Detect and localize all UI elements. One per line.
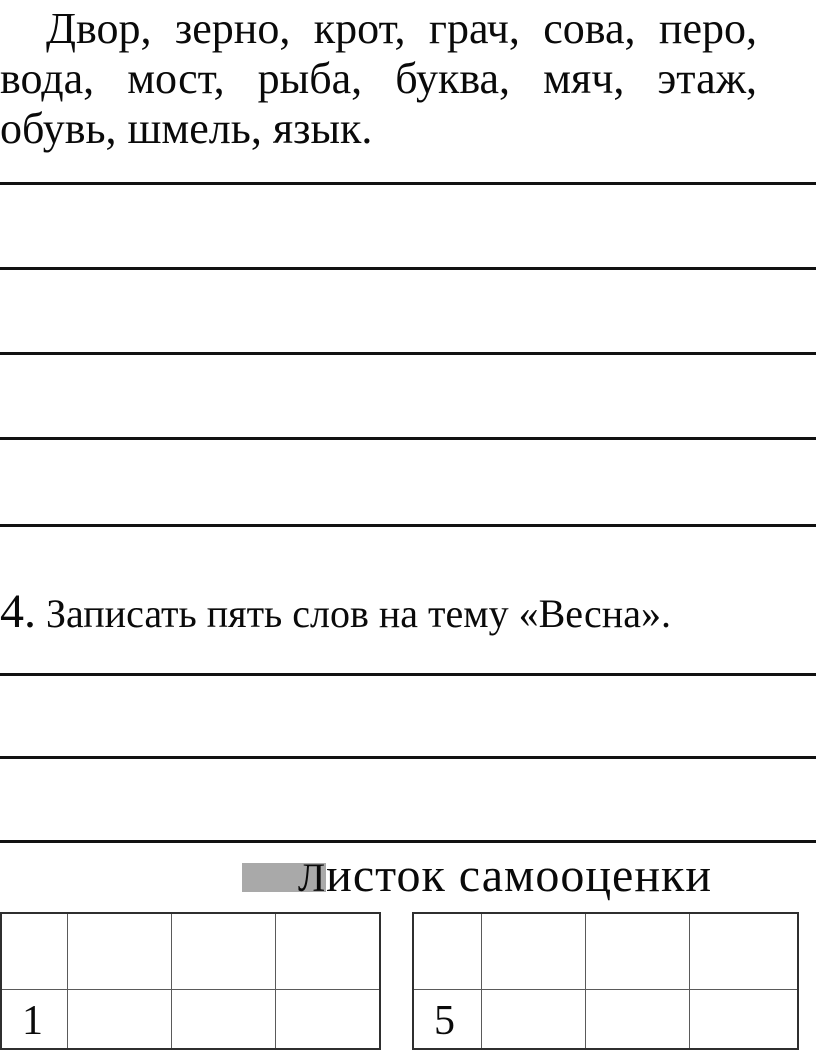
writing-line bbox=[0, 673, 816, 676]
table-cell bbox=[482, 914, 586, 990]
task-4-number: 4. bbox=[0, 585, 36, 638]
table-cell bbox=[414, 914, 482, 990]
table-cell bbox=[586, 990, 690, 1048]
table-cell bbox=[2, 914, 68, 990]
writing-line bbox=[0, 182, 816, 185]
self-assessment-heading bbox=[242, 848, 712, 904]
table-cell bbox=[690, 914, 797, 990]
word-list-line-1: Двор, зерно, крот, грач, сова, перо, bbox=[46, 4, 757, 53]
table-cell bbox=[172, 914, 276, 990]
writing-line bbox=[0, 267, 816, 270]
score-table-right bbox=[412, 912, 799, 1050]
table-cell bbox=[690, 990, 797, 1048]
writing-line bbox=[0, 437, 816, 440]
table-corner-label: 1 bbox=[2, 990, 68, 1048]
heading-rest: исток самооценки bbox=[326, 849, 713, 902]
task-4 bbox=[0, 585, 780, 638]
writing-line bbox=[0, 524, 816, 527]
score-table-left bbox=[0, 912, 381, 1050]
table-cell bbox=[586, 914, 690, 990]
writing-line bbox=[0, 352, 816, 355]
table-cell bbox=[276, 990, 379, 1048]
word-list-line-3: обувь, шмель, язык. bbox=[0, 104, 373, 153]
table-cell bbox=[68, 990, 172, 1048]
task-4-text: Записать пять слов на тему «Весна». bbox=[46, 591, 671, 636]
table-cell bbox=[482, 990, 586, 1048]
table-cell bbox=[276, 914, 379, 990]
table-cell bbox=[68, 914, 172, 990]
table-corner-label: 5 bbox=[414, 990, 482, 1048]
writing-line bbox=[0, 756, 816, 759]
highlighted-letter: Л bbox=[242, 863, 326, 892]
word-list-line-2: вода, мост, рыба, буква, мяч, этаж, bbox=[0, 54, 757, 103]
writing-line bbox=[0, 840, 816, 843]
word-list-paragraph bbox=[0, 4, 757, 154]
table-cell bbox=[172, 990, 276, 1048]
